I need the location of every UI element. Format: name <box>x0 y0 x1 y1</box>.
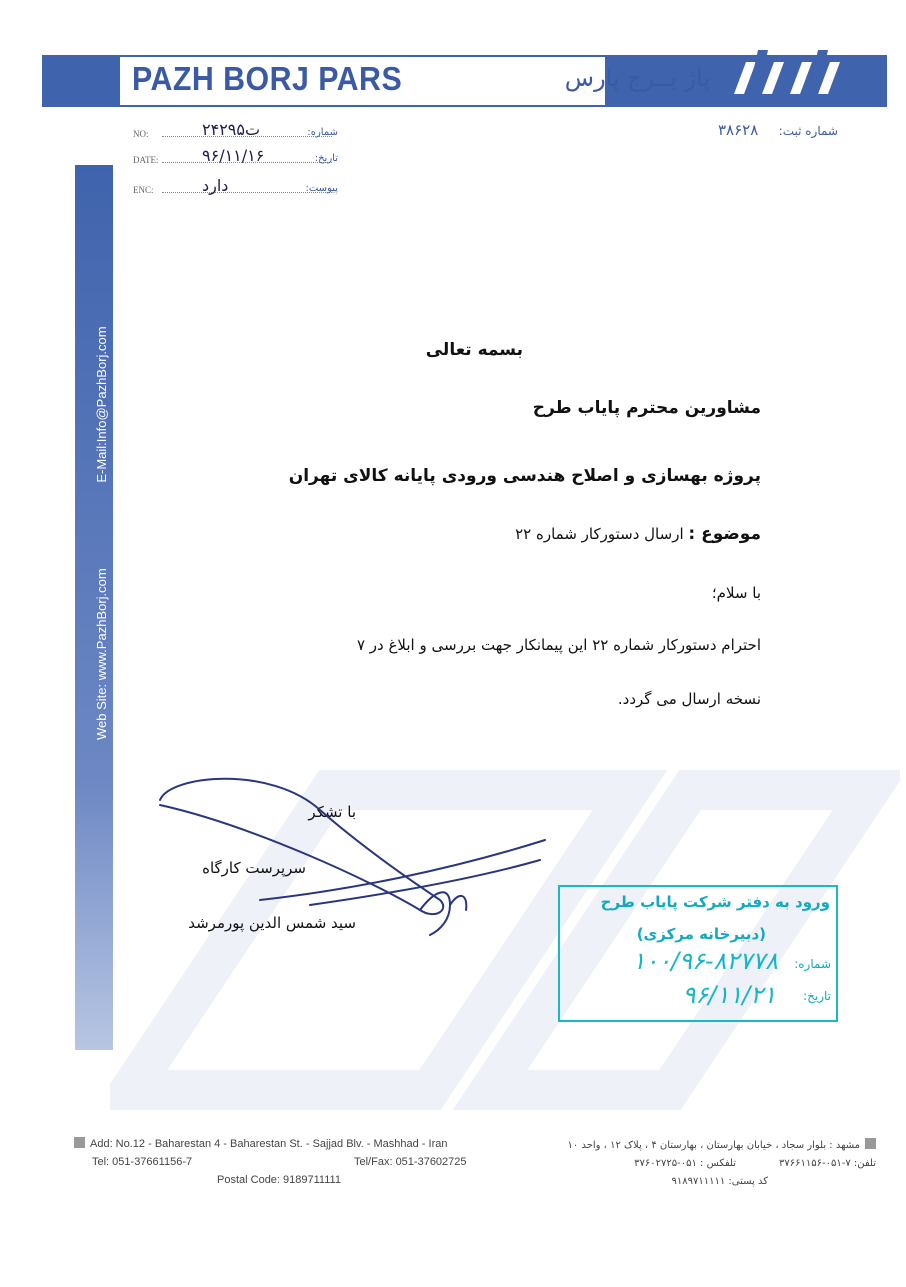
stamp-date-label: تاریخ: <box>803 989 831 1003</box>
stamp-number-value: ۱۰۰/۹۶-۸۲۷۷۸ <box>632 947 778 975</box>
company-name-en: PAZH BORJ PARS <box>132 60 403 97</box>
registration-number: ۳۸۶۲۸ <box>718 121 759 139</box>
body-text-line-1: احترام دستورکار شماره ۲۲ این پیمانکار جهت بررسی و ابلاغ در ۷ <box>356 636 761 654</box>
enclosure-value: دارد <box>202 176 229 195</box>
received-stamp <box>558 885 838 1022</box>
number-label-fa: شماره: <box>307 127 338 138</box>
subject-line <box>515 524 761 544</box>
footer-telfax-fa: تلفکس : ۰۵۱-۳۷۶۰۲۷۲۵ <box>634 1158 736 1169</box>
bullet-square-icon <box>74 1137 85 1148</box>
meta-number-row <box>130 120 338 144</box>
letter-date-value: ۹۶/۱۱/۱۶ <box>202 146 265 165</box>
stamp-subtitle: (دبیرخانه مرکزی) <box>636 925 766 943</box>
bismillah-heading: بسمه تعالی <box>425 340 523 360</box>
number-label-en: NO: <box>133 129 149 139</box>
meta-enclosure-row <box>130 176 338 200</box>
subject-label: موضوع : <box>688 524 761 544</box>
enclosure-label-fa: پیوست: <box>305 183 338 194</box>
body-text-line-2: نسخه ارسال می گردد. <box>617 690 761 708</box>
footer-address-en-text: Add: No.12 - Baharestan 4 - Baharestan St. - Sajjad Blv. - Mashhad - Iran <box>90 1138 448 1150</box>
footer-address-en <box>74 1137 447 1150</box>
footer-telfax-en: Tel/Fax: 051-37602725 <box>354 1156 467 1168</box>
stamp-date-value: ۹۶/۱۱/۲۱ <box>682 981 776 1009</box>
side-contact-text <box>94 326 109 740</box>
footer-address-fa <box>568 1138 876 1151</box>
stamp-number-label: شماره: <box>794 957 831 971</box>
recipient-line: مشاورین محترم پایاب طرح <box>532 398 761 418</box>
company-name-fa: پاژ بــرج پارس <box>564 64 710 92</box>
closing-line: با تشکر <box>308 803 356 821</box>
footer-address-fa-text: مشهد : بلوار سجاد ، خیابان بهارستان ، بهارستان ۴ ، پلاک ۱۲ ، واحد ۱۰ <box>567 1140 860 1151</box>
footer-postal-en: Postal Code: 9189711111 <box>217 1174 341 1186</box>
bullet-square-icon <box>865 1138 876 1149</box>
subject-text: ارسال دستورکار شماره ۲۲ <box>515 525 684 543</box>
footer-tel-en: Tel: 051-37661156-7 <box>92 1156 193 1168</box>
website-text: Web Site: www.PazhBorj.com <box>94 568 109 740</box>
signer-name: سید شمس الدین پورمرشد <box>188 914 356 932</box>
date-label-en: DATE: <box>133 155 159 165</box>
greeting-line: با سلام؛ <box>711 584 761 602</box>
registration-label: شماره ثبت: <box>778 124 838 138</box>
stamp-title: ورود به دفتر شرکت پایاب طرح <box>600 893 830 911</box>
enclosure-label-en: ENC: <box>133 185 154 195</box>
footer-postal-fa: کد پستی: ۹۱۸۹۷۱۱۱۱۱ <box>671 1176 768 1187</box>
letter-number-value: ۲۴۲ت۹۵ <box>202 120 261 139</box>
company-logo-icon <box>716 42 856 112</box>
email-text: E-Mail:Info@PazhBorj.com <box>94 326 109 483</box>
signature-icon <box>150 770 550 950</box>
meta-date-row <box>130 146 338 170</box>
signer-title: سرپرست کارگاه <box>202 859 306 877</box>
footer-tel-fa: تلفن: ۷-۰۵۱-۳۷۶۶۱۱۵۶ <box>779 1158 876 1169</box>
date-label-fa: تاریخ: <box>314 153 338 164</box>
project-title: پروژه بهسازی و اصلاح هندسی ورودی پایانه کالای تهران <box>288 466 761 486</box>
